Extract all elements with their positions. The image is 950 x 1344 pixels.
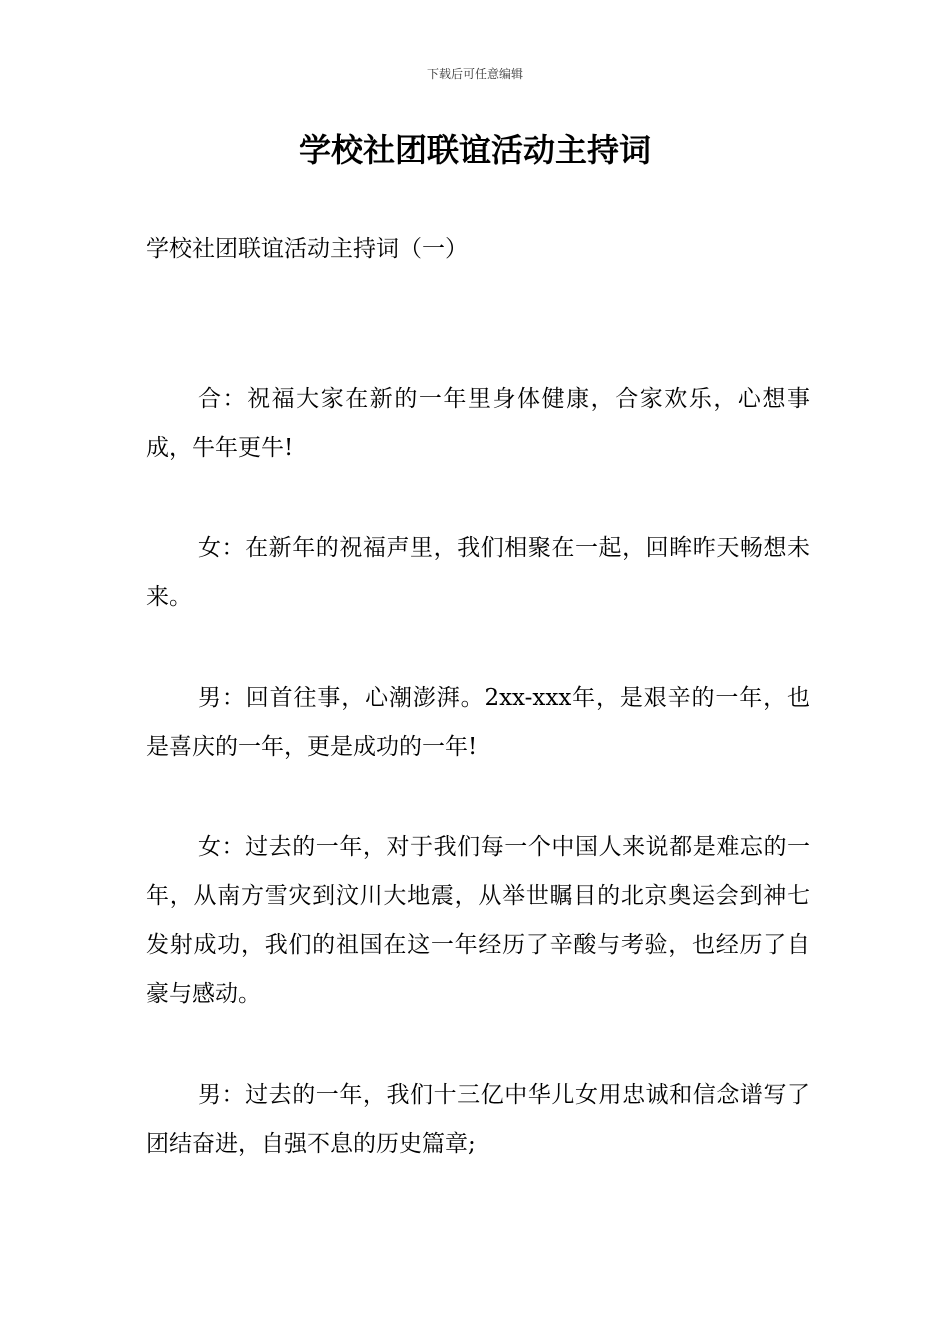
paragraph-3: 男：回首往事，心潮澎湃。2xx-xxx年，是艰辛的一年，也是喜庆的一年，更是成功的一年! — [146, 685, 810, 760]
paragraph-4: 女：过去的一年，对于我们每一个中国人来说都是难忘的一年，从南方雪灾到汶川大地震，从举世瞩目的北京奥运会到神七发射成功，我们的祖国在这一年经历了辛酸与考验，也经历了自豪与感动。 — [146, 834, 810, 1007]
header-note: 下载后可任意编辑 — [426, 67, 523, 81]
section-subtitle: 学校社团联谊活动主持词（一） — [146, 236, 468, 262]
paragraph-1: 合：祝福大家在新的一年里身体健康，合家欢乐，心想事成，牛年更牛! — [146, 386, 810, 461]
document-title: 学校社团联谊活动主持词 — [298, 131, 651, 169]
paragraph-2: 女：在新年的祝福声里，我们相聚在一起，回眸昨天畅想未来。 — [146, 535, 810, 610]
paragraph-5: 男：过去的一年，我们十三亿中华儿女用忠诚和信念谱写了团结奋进，自强不息的历史篇章; — [146, 1082, 810, 1157]
